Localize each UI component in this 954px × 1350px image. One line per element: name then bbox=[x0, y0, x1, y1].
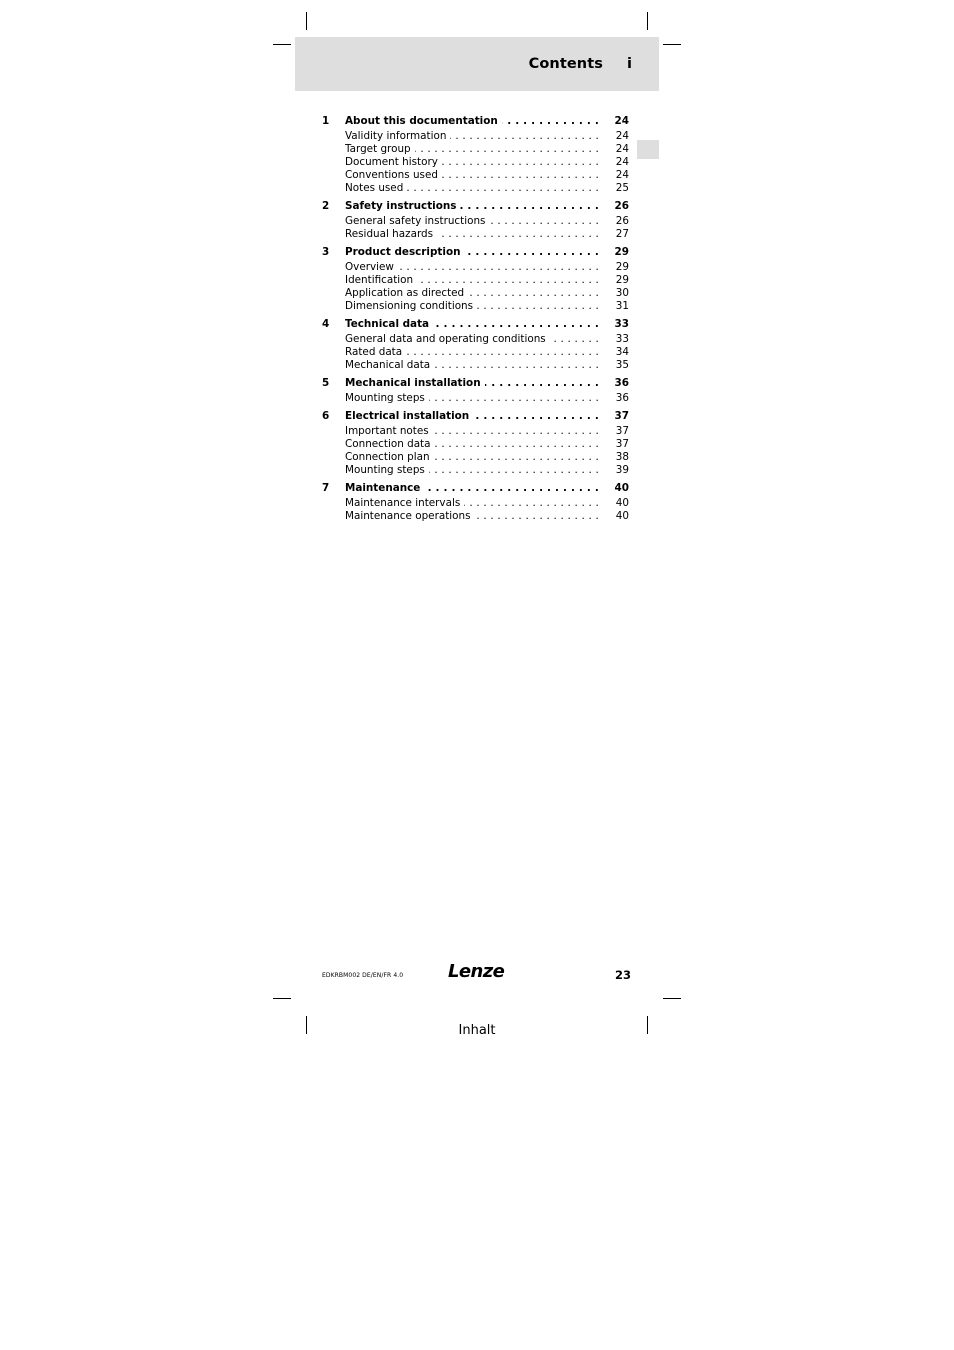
toc-chapter bbox=[322, 410, 632, 477]
entry-page: 37 bbox=[615, 438, 629, 450]
toc-entry[interactable] bbox=[322, 169, 632, 182]
entry-title: Identification . . . bbox=[345, 274, 599, 287]
chapter-title: Safety instructions . . . bbox=[345, 200, 599, 213]
entry-page: 29 bbox=[615, 261, 629, 273]
chapter-page: 37 bbox=[614, 410, 629, 422]
entry-title: Overview . . . bbox=[345, 261, 599, 274]
entry-page: 31 bbox=[615, 300, 629, 312]
toc-chapter bbox=[322, 115, 632, 195]
toc-entry[interactable] bbox=[322, 156, 632, 169]
toc-entry[interactable] bbox=[322, 497, 632, 510]
toc-entry[interactable] bbox=[322, 510, 632, 523]
entry-page: 39 bbox=[615, 464, 629, 476]
toc-chapter-heading[interactable] bbox=[322, 377, 632, 390]
toc-entry[interactable] bbox=[322, 438, 632, 451]
chapter-title: About this documentation . . . bbox=[345, 115, 599, 128]
entry-title: Dimensioning conditions . . . bbox=[345, 300, 599, 313]
toc-entry[interactable] bbox=[322, 228, 632, 241]
entry-title: Important notes . . . bbox=[345, 425, 599, 438]
entry-title: Residual hazards . . . bbox=[345, 228, 599, 241]
entry-title: Connection plan . . . bbox=[345, 451, 599, 464]
entry-page: 24 bbox=[615, 156, 629, 168]
chapter-page: 36 bbox=[614, 377, 629, 389]
entry-page: 24 bbox=[615, 130, 629, 142]
chapter-title: Mechanical installation . . . bbox=[345, 377, 599, 390]
lenze-logo: Lenze bbox=[448, 961, 505, 982]
entry-title: Mounting steps . . . bbox=[345, 464, 599, 477]
entry-title: General safety instructions . . . bbox=[345, 215, 599, 228]
toc-chapter-heading[interactable] bbox=[322, 482, 632, 495]
entry-page: 35 bbox=[615, 359, 629, 371]
toc-entry[interactable] bbox=[322, 451, 632, 464]
thumb-tab bbox=[637, 140, 659, 159]
toc-chapter bbox=[322, 318, 632, 372]
toc-chapter bbox=[322, 377, 632, 405]
toc-chapter-heading[interactable] bbox=[322, 246, 632, 259]
table-of-contents bbox=[322, 115, 632, 528]
chapter-page: 24 bbox=[614, 115, 629, 127]
entry-page: 26 bbox=[615, 215, 629, 227]
entry-title: Maintenance operations . . . bbox=[345, 510, 599, 523]
toc-entry[interactable] bbox=[322, 143, 632, 156]
chapter-number: 5 bbox=[322, 377, 330, 389]
chapter-page: 26 bbox=[614, 200, 629, 212]
entry-title: Target group . . . bbox=[345, 143, 599, 156]
section-mark: i bbox=[627, 56, 632, 72]
toc-entry[interactable] bbox=[322, 392, 632, 405]
toc-chapter-heading[interactable] bbox=[322, 200, 632, 213]
page-header bbox=[295, 37, 659, 91]
toc-chapter-heading[interactable] bbox=[322, 115, 632, 128]
toc-entry[interactable] bbox=[322, 182, 632, 195]
crop-mark bbox=[663, 44, 681, 45]
entry-title: Document history . . . bbox=[345, 156, 599, 169]
toc-entry[interactable] bbox=[322, 215, 632, 228]
toc-entry[interactable] bbox=[322, 274, 632, 287]
entry-title: Notes used . . . bbox=[345, 182, 599, 195]
entry-page: 24 bbox=[615, 169, 629, 181]
chapter-page: 33 bbox=[614, 318, 629, 330]
toc-chapter bbox=[322, 200, 632, 241]
chapter-number: 1 bbox=[322, 115, 330, 127]
toc-entry[interactable] bbox=[322, 333, 632, 346]
crop-mark bbox=[273, 998, 291, 999]
chapter-title: Maintenance . . . bbox=[345, 482, 599, 495]
chapter-number: 3 bbox=[322, 246, 330, 258]
caption: Inhalt bbox=[458, 1023, 496, 1038]
entry-page: 40 bbox=[615, 497, 629, 509]
entry-title: Mechanical data . . . bbox=[345, 359, 599, 372]
page-title: Contents bbox=[528, 56, 603, 72]
chapter-number: 2 bbox=[322, 200, 330, 212]
chapter-number: 7 bbox=[322, 482, 330, 494]
toc-entry[interactable] bbox=[322, 425, 632, 438]
chapter-page: 29 bbox=[614, 246, 629, 258]
page-number: 23 bbox=[614, 968, 631, 982]
entry-page: 30 bbox=[615, 287, 629, 299]
document-code: EDKRBM002 DE/EN/FR 4.0 bbox=[322, 972, 404, 979]
toc-chapter-heading[interactable] bbox=[322, 410, 632, 423]
toc-entry[interactable] bbox=[322, 346, 632, 359]
entry-page: 38 bbox=[615, 451, 629, 463]
entry-page: 24 bbox=[615, 143, 629, 155]
crop-mark bbox=[663, 998, 681, 999]
entry-title: Connection data . . . bbox=[345, 438, 599, 451]
entry-title: Application as directed . . . bbox=[345, 287, 599, 300]
crop-mark bbox=[273, 44, 291, 45]
toc-chapter bbox=[322, 482, 632, 523]
entry-title: Mounting steps . . . bbox=[345, 392, 599, 405]
chapter-page: 40 bbox=[614, 482, 629, 494]
toc-entry[interactable] bbox=[322, 130, 632, 143]
toc-chapter-heading[interactable] bbox=[322, 318, 632, 331]
chapter-title: Technical data . . . bbox=[345, 318, 599, 331]
chapter-number: 6 bbox=[322, 410, 330, 422]
entry-title: Rated data . . . bbox=[345, 346, 599, 359]
entry-page: 36 bbox=[615, 392, 629, 404]
entry-page: 40 bbox=[615, 510, 629, 522]
entry-page: 29 bbox=[615, 274, 629, 286]
entry-page: 33 bbox=[615, 333, 629, 345]
crop-mark bbox=[306, 12, 307, 30]
toc-chapter bbox=[322, 246, 632, 313]
entry-title: Maintenance intervals . . . bbox=[345, 497, 599, 510]
chapter-title: Product description . . . bbox=[345, 246, 599, 259]
entry-page: 37 bbox=[615, 425, 629, 437]
entry-page: 27 bbox=[615, 228, 629, 240]
chapter-title: Electrical installation . . . bbox=[345, 410, 599, 423]
toc-entry[interactable] bbox=[322, 261, 632, 274]
entry-title: General data and operating conditions . . . bbox=[345, 333, 599, 346]
toc-entry[interactable] bbox=[322, 300, 632, 313]
crop-mark bbox=[647, 12, 648, 30]
toc-entry[interactable] bbox=[322, 287, 632, 300]
entry-page: 34 bbox=[615, 346, 629, 358]
chapter-number: 4 bbox=[322, 318, 330, 330]
entry-page: 25 bbox=[615, 182, 629, 194]
entry-title: Validity information . . . bbox=[345, 130, 599, 143]
toc-entry[interactable] bbox=[322, 464, 632, 477]
toc-entry[interactable] bbox=[322, 359, 632, 372]
entry-title: Conventions used . . . bbox=[345, 169, 599, 182]
